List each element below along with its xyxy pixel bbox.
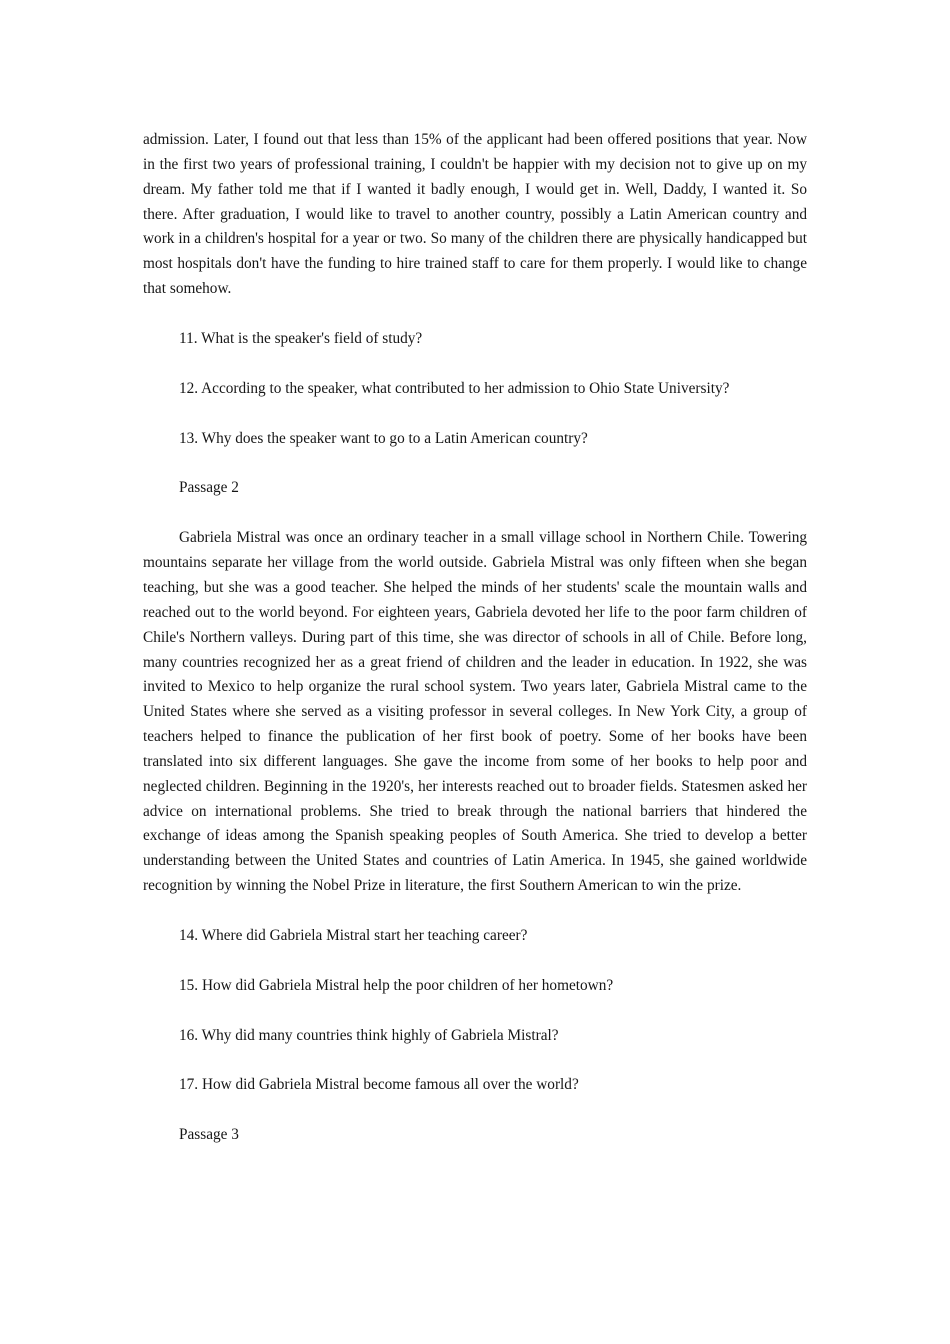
block-spacer bbox=[143, 949, 807, 974]
passage-2-body: Gabriela Mistral was once an ordinary teacher in a small village school in Northern Chile. Towering mountains separate her village from the world outside. Gabriela Mistral was only fifteen when she began teaching, but she was a good teacher. She helped the minds of her students' scale the mountain walls and reached out to the world beyond. For eighteen years, Gabriela devoted her life to the poor farm children of Chile's Northern valleys. During part of this time, she was director of schools in all of Chile. Before long, many countries recognized her as a great friend of children and the leader in education. In 1922, she was invited to Mexico to help organize the rural school system. Two years later, Gabriela Mistral came to the United States where she served as a visiting professor in several colleges. In New York City, a group of teachers helped to finance the publication of her first book of poetry. Some of her books have been translated into six different languages. She gave the income from some of her books to help poor and neglected children. Beginning in the 1920's, her interests reached out to broader fields. Statesmen asked her advice on international problems. She tried to break through the national barriers that hindered the exchange of ideas among the Spanish speaking peoples of South America. She tried to develop a better understanding between the United States and countries of Latin America. In 1945, she gained worldwide recognition by winning the Nobel Prize in literature, the first Southern American to win the prize. bbox=[143, 529, 807, 895]
question-15: 15. How did Gabriela Mistral help the poor children of her hometown? bbox=[179, 976, 614, 994]
block-spacer bbox=[143, 451, 807, 476]
block-spacer bbox=[143, 899, 807, 924]
question-13: 13. Why does the speaker want to go to a Latin American country? bbox=[179, 429, 588, 447]
block-spacer bbox=[143, 1048, 807, 1073]
question-16: 16. Why did many countries think highly of Gabriela Mistral? bbox=[179, 1026, 559, 1044]
block-spacer bbox=[143, 1098, 807, 1123]
block-spacer bbox=[143, 302, 807, 327]
question-12: 12. According to the speaker, what contributed to her admission to Ohio State University? bbox=[179, 379, 730, 397]
block-spacer bbox=[143, 501, 807, 526]
question-17: 17. How did Gabriela Mistral become famous all over the world? bbox=[179, 1076, 579, 1094]
question-14: 14. Where did Gabriela Mistral start her teaching career? bbox=[179, 926, 528, 944]
question-11: 11. What is the speaker's field of study? bbox=[179, 329, 423, 347]
block-spacer bbox=[143, 352, 807, 377]
passage-2-label: Passage 2 bbox=[179, 479, 239, 497]
block-spacer bbox=[143, 999, 807, 1024]
block-spacer bbox=[143, 402, 807, 427]
document-text-column bbox=[143, 128, 807, 1148]
passage-1-continuation: admission. Later, I found out that less than 15% of the applicant had been offered positions that year. Now in the first two years of professional training, I couldn't be happier with my decision not to give up on my dream. My father told me that if I wanted it badly enough, I would get in. Well, Daddy, I wanted it. So there. After graduation, I would like to travel to another country, possibly a Latin American country and work in a children's hospital for a year or two. So many of the children there are physically handicapped but most hospitals don't have the funding to hire trained staff to care for them properly. I would like to change that somehow. bbox=[143, 131, 807, 298]
passage-3-label: Passage 3 bbox=[179, 1126, 239, 1144]
